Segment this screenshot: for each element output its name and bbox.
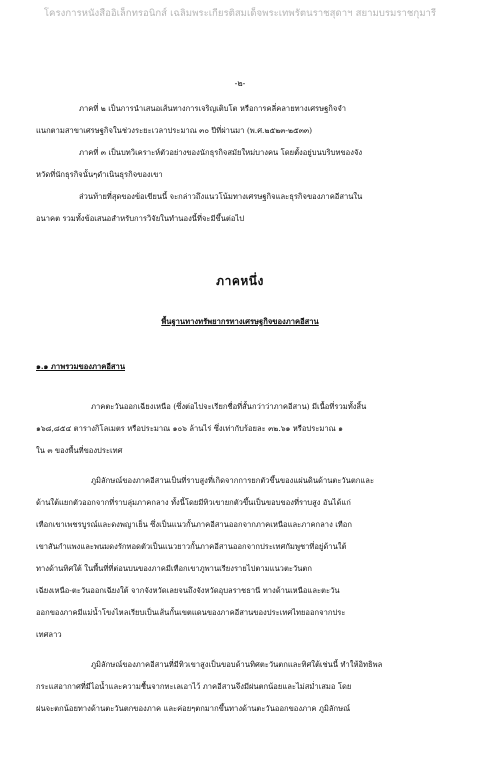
paragraph-line: ภูมิลักษณ์ของภาคอีสานที่มีทิวเขาสูงเป็นขอบด้านทิศตะวันตกและทิศใต้เช่นนี้ ทำให้อิทธิพล bbox=[91, 660, 383, 669]
paragraph-line: เทือกเขาเพชรบูรณ์และดงพญาเย็น ซึ่งเป็นแนวกั้นภาคอีสานออกจากภาคเหนือและภาคกลาง เทือก bbox=[36, 520, 352, 529]
intro-line: ภาคที่ ๓ เป็นบทวิเคราะห์ตัวอย่างของนักธุรกิจสมัยใหม่บางคน โดยตั้งอยู่บนบริบทของจัง bbox=[79, 148, 363, 157]
paragraph-line: ภูมิลักษณ์ของภาคอีสานเป็นที่ราบสูงที่เกิดจากการยกตัวขึ้นของแผ่นดินด้านตะวันตกและ bbox=[91, 476, 375, 485]
intro-line: แนกตามสาขาเศรษฐกิจในช่วงระยะเวลาประมาณ ๓๐ ปีที่ผ่านมา (พ.ศ.๒๕๒๓-๒๕๓๓) bbox=[36, 126, 313, 135]
intro-line: อนาคต รวมทั้งข้อเสนอสำหรับการวิจัยในทำนองนี้ที่จะมีขึ้นต่อไป bbox=[36, 214, 245, 223]
page-number: -๒- bbox=[234, 79, 246, 88]
paragraph-line: กระแสอากาศที่มีไอน้ำและความชื้นจากทะเลเอาไว้ ภาคอีสานจึงมีฝนตกน้อยและไม่สม่ำเสมอ โดย bbox=[36, 682, 352, 691]
paragraph-line: ๑๖๘,๘๕๔ ตารางกิโลเมตร หรือประมาณ ๑๐๖ ล้านไร่ ซึ่งเท่ากับร้อยละ ๓๒.๖๑ หรือประมาณ ๑ bbox=[36, 424, 343, 433]
section-heading: ๑.๑ ภาพรวมของภาคอีสาน bbox=[36, 362, 126, 371]
paragraph-line: ด้านใต้แยกตัวออกจากที่ราบลุ่มภาคกลาง ทั้งนี้โดยมีทิวเขายกตัวขึ้นเป็นขอบของที่ราบสูง อันได้แก่ bbox=[36, 498, 351, 507]
intro-line: หวัดที่นักธุรกิจนั้นๆดำเนินธุรกิจของเขา bbox=[36, 170, 163, 179]
paragraph-line: ภาคตะวันออกเฉียงเหนือ (ซึ่งต่อไปจะเรียกชื่อที่สั้นกว่าว่าภาคอีสาน) มีเนื้อที่รวมทั้งสิ้น bbox=[91, 402, 367, 411]
intro-line: ภาคที่ ๒ เป็นการนำเสนอเส้นทางการเจริญเติบโต หรือการคลี่คลายทางเศรษฐกิจจำ bbox=[79, 104, 347, 113]
paragraph-line: ทางด้านทิศใต้ ในพื้นที่ที่ต่อนบนของภาคมีเทือกเขาภูพานเรียงรายไปตามแนวตะวันตก bbox=[36, 564, 312, 573]
paragraph-line: ใน ๓ ของพื้นที่ของประเทศ bbox=[36, 446, 123, 455]
paragraph-line: ออกของภาคมีแม่น้ำโขงไหลเรียบเป็นเส้นกั้นเขตแดนของภาคอีสานของประเทศไทยออกจากประ bbox=[36, 608, 346, 617]
intro-line: ส่วนท้ายที่สุดของข้อเขียนนี้ จะกล่าวถึงแนวโน้มทางเศรษฐกิจและธุรกิจของภาคอีสานใน bbox=[79, 192, 363, 201]
chapter-title: พื้นฐานทางทรัพยากรทางเศรษฐกิจของภาคอีสาน bbox=[161, 317, 319, 326]
part-title: ภาคหนึ่ง bbox=[216, 274, 264, 288]
paragraph-line: ฝนจะตกน้อยทางด้านตะวันตกของภาค และค่อยๆตกมากขึ้นทางด้านตะวันออกของภาค ภูมิลักษณ์ bbox=[36, 704, 351, 713]
paragraph-line: เฉียงเหนือ-ตะวันออกเฉียงใต้ จากจังหวัดเลยจนถึงจังหวัดอุบลราชธานี ทางด้านเหนือและตะวัน bbox=[36, 586, 340, 595]
paragraph-line: เขาสันกำแพงและพนมดงรักทอดตัวเป็นแนวยาวกั้นภาคอีสานออกจากประเทศกัมพูชาที่อยู่ด้านใต้ bbox=[36, 542, 347, 551]
paragraph-line: เทศลาว bbox=[36, 630, 62, 639]
collection-header: โครงการหนังสืออิเล็กทรอนิกส์ เฉลิมพระเกียรติสมเด็จพระเทพรัตนราชสุดาฯ สยามบรมราชกุมารี bbox=[43, 8, 437, 19]
